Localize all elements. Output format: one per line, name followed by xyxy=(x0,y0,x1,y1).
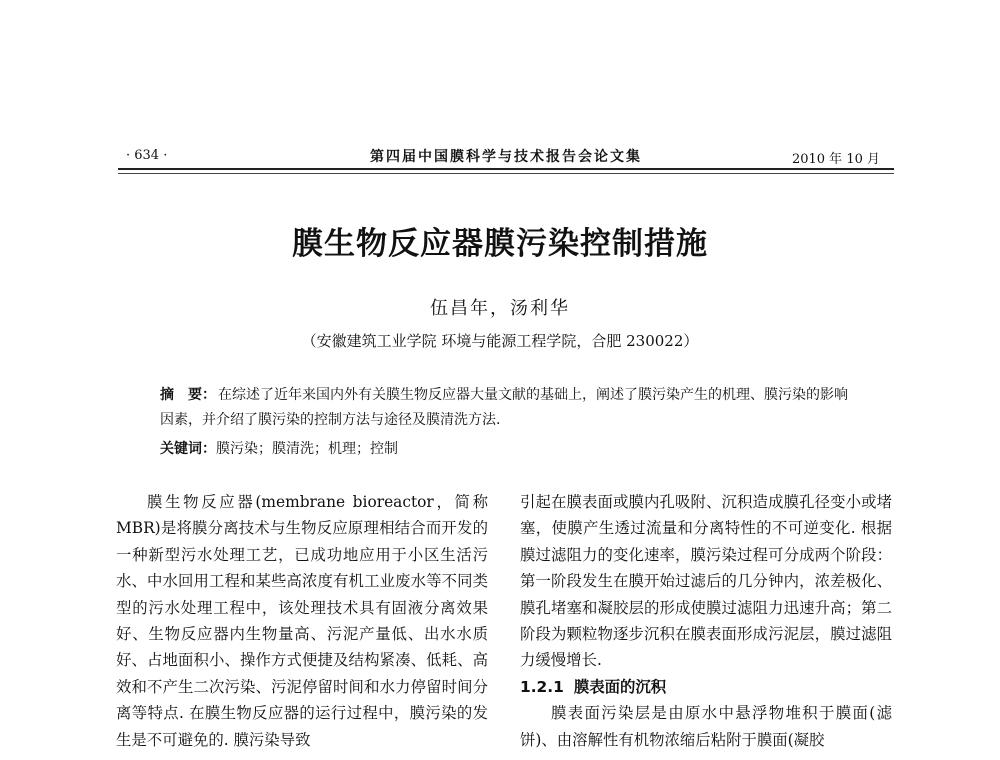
section-number: 1.2.1 xyxy=(520,677,564,696)
header-rule-thin xyxy=(118,173,894,174)
keywords-label: 关键词： xyxy=(160,441,216,457)
paper-title: 膜生物反应器膜污染控制措施 xyxy=(292,226,708,262)
publication-date: 2010 年 10 月 xyxy=(791,152,880,167)
journal-title: 第四届中国膜科学与技术报告会论文集 xyxy=(370,149,642,165)
section-heading xyxy=(520,674,892,700)
abstract-label: 摘 要： xyxy=(160,387,216,403)
body-paragraph: 引起在膜表面或膜内孔吸附、沉积造成膜孔径变小或堵塞，使膜产生透过流量和分离特性的不可逆变化. 根据膜过滤阻力的变化速率，膜污染过程可分成两个阶段：第一阶段发生在膜开始过滤后的几分钟内，浓差极化、膜孔堵塞和凝胶层的形成使膜过滤阻力迅速升高；第二阶段为颗粒物逐步沉积在膜表面形成污泥层，膜过滤阻力缓慢增长. xyxy=(520,493,892,670)
running-header xyxy=(118,146,894,168)
paper-authors: 伍昌年，汤利华 xyxy=(430,298,570,319)
body-paragraph: 膜生物反应器(membrane bioreactor，简称MBR)是将膜分离技术与生物反应原理相结合而开发的一种新型污水处理工艺，已成功地应用于小区生活污水、中水回用工程和某些高浓度有机工业废水等不同类型的污水处理工程中，该处理技术具有固液分离效果好、生物反应器内生物量高、污泥产量低、出水水质好、占地面积小、操作方式便捷及结构紧凑、低耗、高效和不产生二次污染、污泥停留时间和水力停留时间分离等特点. 在膜生物反应器的运行过程中，膜污染的发生是不可避免的. 膜污染导致 xyxy=(116,493,488,749)
keywords xyxy=(160,438,850,458)
body-column-right xyxy=(520,489,892,753)
header-rule-thick xyxy=(118,168,894,170)
section-title: 膜表面的沉积 xyxy=(573,677,667,696)
abstract-text: 在综述了近年来国内外有关膜生物反应器大量文献的基础上，阐述了膜污染产生的机理、膜污染的影响因素，并介绍了膜污染的控制方法与途径及膜清洗方法. xyxy=(160,387,848,428)
keywords-text: 膜污染；膜清洗；机理；控制 xyxy=(216,441,398,457)
page-number: · 634 · xyxy=(126,148,168,163)
body-paragraph: 膜表面污染层是由原水中悬浮物堆积于膜面(滤饼)、由溶解性有机物浓缩后粘附于膜面(凝胶 xyxy=(520,704,892,749)
body-column-left xyxy=(116,489,488,753)
abstract xyxy=(160,383,850,433)
author-affiliation: （安徽建筑工业学院 环境与能源工程学院，合肥 230022） xyxy=(301,332,699,350)
